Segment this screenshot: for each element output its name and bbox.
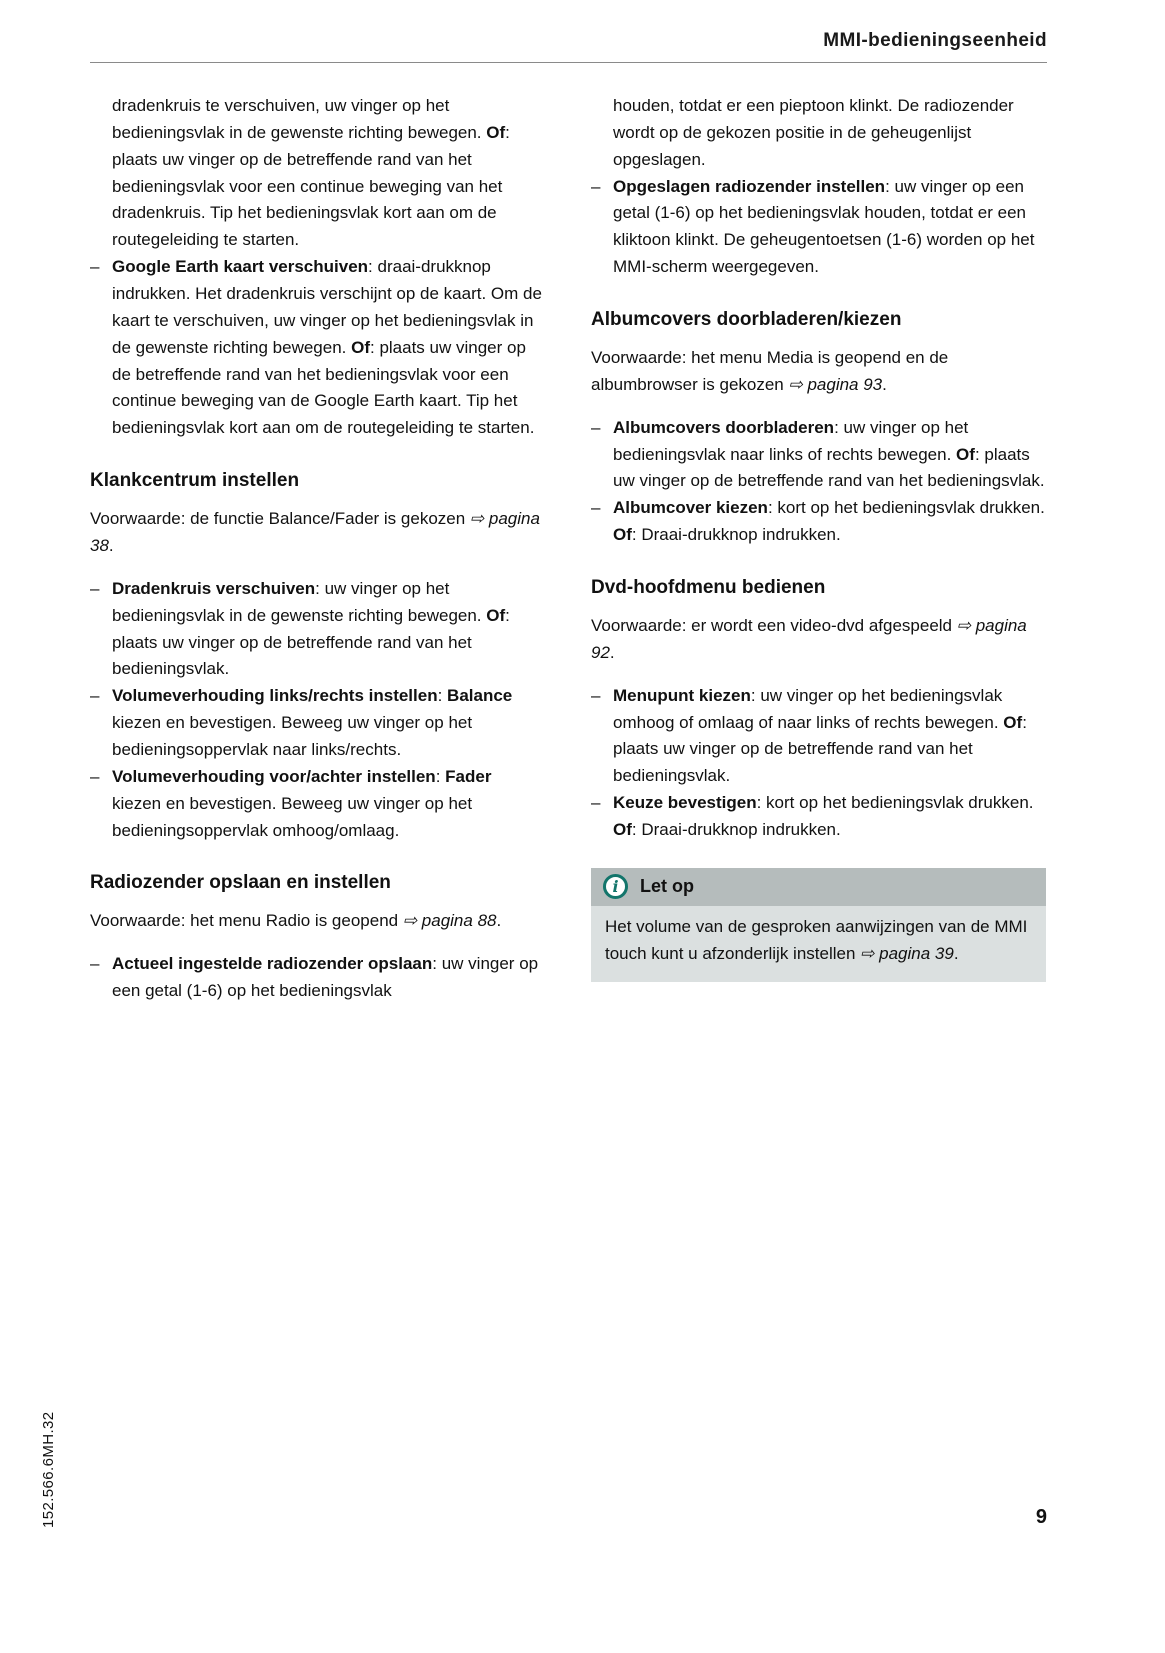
bold-term: Albumcovers doorbladeren xyxy=(613,417,835,437)
bold-term: Volumeverhouding voor/achter instellen xyxy=(112,766,436,786)
text-run: : plaats uw vinger op de betreffende rand van het bedieningsvlak voor een continue beweging van het dradenkruis. Tip het bedieningsvlak kort aan om de routegeleiding te starten. xyxy=(112,122,510,250)
bold-term: Opgeslagen radiozender instellen xyxy=(613,176,886,196)
text-run: . xyxy=(496,911,502,931)
text-run: : xyxy=(435,766,446,786)
dash-bullet: – xyxy=(90,257,100,277)
page-content xyxy=(90,30,1047,1021)
text-run: : plaats uw vinger op de betreffende rand van het bedieningsvlak. xyxy=(112,605,510,679)
text-run: : uw vinger op het bedieningsvlak in de gewenste richting bewegen. xyxy=(112,578,487,625)
text-run: . xyxy=(882,374,887,394)
page-title: MMI-bedieningseenheid xyxy=(823,30,1047,51)
info-icon: i xyxy=(603,874,628,899)
page-reference: ⇨ pagina 39 xyxy=(860,943,954,963)
page-reference: ⇨ pagina 92 xyxy=(591,616,1027,662)
left-column xyxy=(90,93,545,1021)
list-item xyxy=(591,174,1046,281)
note-text xyxy=(605,914,1032,968)
dash-bullet: – xyxy=(591,176,601,196)
bold-term: Balance xyxy=(447,686,513,706)
text-run: kiezen en bevestigen. Beweeg uw vinger op het bedieningsoppervlak omhoog/omlaag. xyxy=(112,793,473,840)
text-run: : uw vinger op een getal (1-6) op het bedieningsvlak xyxy=(112,954,539,1001)
text-run: Voorwaarde: het menu Radio is geopend xyxy=(90,911,403,931)
bold-term: Of xyxy=(486,605,506,625)
text-run: : uw vinger op het bedieningsvlak naar links of rechts bewegen. xyxy=(613,417,969,464)
bold-term: Of xyxy=(1003,712,1023,732)
continuation-paragraph xyxy=(591,93,1046,174)
bold-term: Volumeverhouding links/rechts instellen xyxy=(112,686,438,706)
dash-bullet: – xyxy=(591,417,601,437)
list-item xyxy=(90,683,545,764)
two-column-layout xyxy=(90,93,1047,1021)
text-run: Voorwaarde: het menu Media is geopend en de albumbrowser is gekozen xyxy=(591,348,949,394)
list-item xyxy=(591,495,1046,549)
text-run: : draai-drukknop indrukken. Het dradenkruis verschijnt op de kaart. Om de kaart te verschuiven, uw vinger op het bedieningsvlak in de gewenste richting bewegen. xyxy=(112,257,542,357)
text-run: kiezen en bevestigen. Beweeg uw vinger op het bedieningsoppervlak naar links/rechts. xyxy=(112,713,473,760)
text-run: : plaats uw vinger op de betreffende rand van het bedieningsvlak voor een continue beweging van de Google Earth kaart. Tip het bedieningsvlak kort aan om de routegeleiding te starten. xyxy=(112,337,535,438)
dash-bullet: – xyxy=(90,954,100,974)
text-run: : uw vinger op het bedieningsvlak omhoog of omlaag of naar links of rechts bewegen. xyxy=(613,685,1004,732)
text-run: : xyxy=(437,686,448,706)
text-run: : kort op het bedieningsvlak drukken. xyxy=(767,498,1045,518)
list-item xyxy=(90,254,545,442)
note-title: Let op xyxy=(640,876,694,897)
list-item xyxy=(90,764,545,845)
text-run: . xyxy=(609,642,615,662)
dash-bullet: – xyxy=(591,793,601,813)
text-run: . xyxy=(108,536,114,556)
bullet-list xyxy=(90,254,545,442)
bold-term: Fader xyxy=(445,766,492,786)
dash-bullet: – xyxy=(90,766,100,786)
text-run: dradenkruis te verschuiven, uw vinger op het bedieningsvlak in de gewenste richting bewegen. xyxy=(112,96,487,142)
right-column xyxy=(591,93,1046,1021)
text-run: houden, totdat er een pieptoon klinkt. De radiozender wordt op de gekozen positie in de geheugenlijst opgeslagen. xyxy=(613,96,1014,169)
page-reference: ⇨ pagina 88 xyxy=(402,911,497,931)
bold-term: Of xyxy=(956,444,975,464)
text-run: Voorwaarde: er wordt een video-dvd afgespeeld xyxy=(591,616,957,636)
bold-term: Dradenkruis verschuiven xyxy=(112,578,316,598)
paragraph xyxy=(90,506,545,560)
bold-term: Of xyxy=(613,525,632,545)
bold-term: Actueel ingestelde radiozender opslaan xyxy=(112,954,433,974)
list-item xyxy=(591,790,1046,844)
section-heading: Albumcovers doorbladeren/kiezen xyxy=(591,309,902,331)
section-heading: Dvd-hoofdmenu bedienen xyxy=(591,577,826,599)
paragraph xyxy=(591,345,1046,399)
text-run: Voorwaarde: de functie Balance/Fader is gekozen xyxy=(90,509,470,529)
page-header xyxy=(90,30,1047,63)
list-item xyxy=(90,576,545,683)
dash-bullet: – xyxy=(90,686,100,706)
text-run: : Draai-drukknop indrukken. xyxy=(631,820,841,840)
text-run: : uw vinger op een getal (1-6) op het bedieningsvlak houden, totdat er een kliktoon klinkt. De geheugentoetsen (1-6) worden op het MMI-scherm weergegeven. xyxy=(613,176,1035,277)
paragraph xyxy=(591,613,1046,667)
bold-term: Of xyxy=(351,337,370,357)
text-run: : plaats uw vinger op de betreffende rand van het bedieningsvlak. xyxy=(613,712,1027,786)
page-number: 9 xyxy=(1035,1506,1047,1528)
bold-term: Of xyxy=(486,122,506,142)
section-heading: Radiozender opslaan en instellen xyxy=(90,872,391,894)
bullet-list xyxy=(591,174,1046,281)
text-run: : Draai-drukknop indrukken. xyxy=(631,525,841,545)
list-item xyxy=(90,951,545,1005)
text-run: : plaats uw vinger op de betreffende rand van het bedieningsvlak. xyxy=(613,444,1045,491)
bullet-list xyxy=(591,415,1046,549)
list-item xyxy=(591,683,1046,790)
bold-term: Of xyxy=(613,820,632,840)
bullet-list xyxy=(591,683,1046,844)
note-header xyxy=(591,868,1046,906)
note-box xyxy=(591,868,1046,982)
text-run: . xyxy=(953,943,959,963)
bullet-list xyxy=(90,951,545,1005)
bullet-list xyxy=(90,576,545,845)
dash-bullet: – xyxy=(591,685,601,705)
paragraph xyxy=(90,908,545,935)
note-body xyxy=(591,906,1046,982)
bold-term: Menupunt kiezen xyxy=(613,685,751,705)
page-reference: ⇨ pagina 38 xyxy=(90,509,540,556)
section-heading: Klankcentrum instellen xyxy=(90,470,300,492)
dash-bullet: – xyxy=(90,578,100,598)
bold-term: Albumcover kiezen xyxy=(613,498,768,518)
continuation-paragraph xyxy=(90,93,545,254)
text-run: : kort op het bedieningsvlak drukken. xyxy=(756,793,1034,813)
dash-bullet: – xyxy=(591,498,601,518)
bold-term: Google Earth kaart verschuiven xyxy=(112,257,369,277)
page-reference: ⇨ pagina 93 xyxy=(788,374,883,394)
list-item xyxy=(591,415,1046,496)
text-run: Het volume van de gesproken aanwijzingen van de MMI touch kunt u afzonderlijk instellen xyxy=(605,916,1028,963)
spine-code: 152.566.6MH.32 xyxy=(40,1411,57,1528)
bold-term: Keuze bevestigen xyxy=(613,793,757,813)
